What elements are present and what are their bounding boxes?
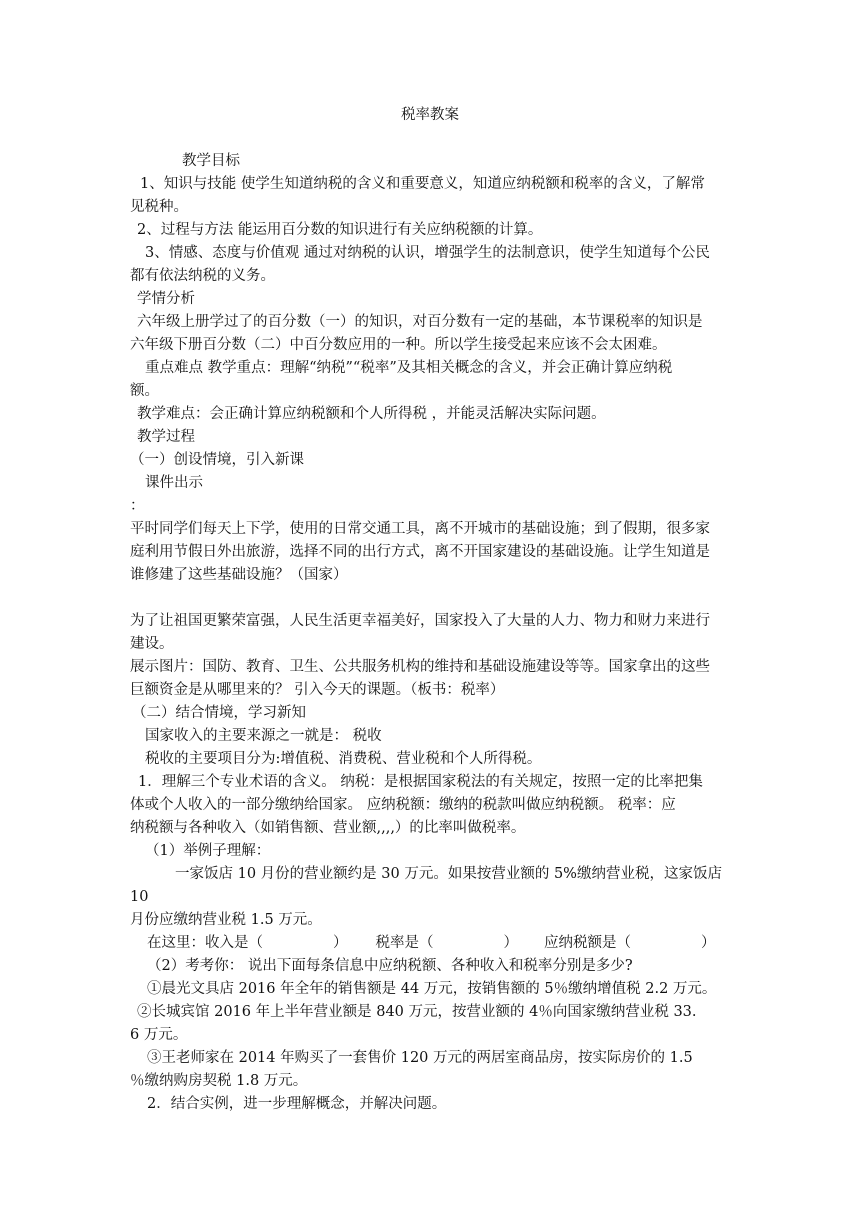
blank-close: ） <box>333 935 348 951</box>
fill-blank-line <box>147 932 716 954</box>
paragraph-line: 六年级下册百分数（二）中百分数应用的一种。所以学生接受起来应该不会太困难。 <box>130 337 667 353</box>
paragraph-line: 为了让祖国更繁荣富强，人民生活更幸福美好，国家投入了大量的人力、物力和财力来进行 <box>130 613 710 629</box>
paragraph-line: 教学难点：会正确计算应纳税额和个人所得税 ，并能灵活解决实际问题。 <box>137 406 606 422</box>
blank-label-tax: 应纳税额是（ <box>544 935 631 951</box>
paragraph-line: 课件出示 <box>145 475 203 491</box>
blank-close: ） <box>503 935 518 951</box>
paragraph-line: （一）创设情境，引入新课 <box>130 452 304 468</box>
paragraph-line: 巨额资金是从哪里来的？ 引入今天的课题。（板书：税率） <box>130 682 505 698</box>
paragraph-line: 谁修建了这些基础设施？（国家） <box>130 567 348 583</box>
paragraph-line: 见税种。 <box>130 199 188 215</box>
paragraph-line: 月份应缴纳营业税 1.5 万元。 <box>130 912 322 928</box>
paragraph-line: 1、知识与技能 使学生知道纳税的含义和重要意义，知道应纳税额和税率的含义，了解常 <box>140 176 705 192</box>
heading-teaching-goals: 教学目标 <box>182 153 240 169</box>
paragraph-line: 六年级上册学过了的百分数（一）的知识，对百分数有一定的基础，本节课税率的知识是 <box>137 314 703 330</box>
paragraph-line: 重点难点 教学重点：理解“纳税”“税率”及其相关概念的含义，并会正确计算应纳税 <box>145 360 673 376</box>
paragraph-line: 2、过程与方法 能运用百分数的知识进行有关应纳税额的计算。 <box>137 222 543 238</box>
paragraph-line: 庭利用节假日外出旅游，选择不同的出行方式，离不开国家建设的基础设施。让学生知道是 <box>130 544 710 560</box>
paragraph-line: 纳税额与各种收入（如销售额、营业额,,,,）的比率叫做税率。 <box>130 820 526 836</box>
paragraph-line: 2．结合实例，进一步理解概念，并解决问题。 <box>147 1096 447 1112</box>
paragraph-line: 一家饭店 10 月份的营业额约是 30 万元。如果按营业额的 5%缴纳营业税，这家饭店 <box>175 866 722 882</box>
paragraph-line: 建设。 <box>130 636 174 652</box>
paragraph-line: （2）考考你： 说出下面每条信息中应纳税额、各种收入和税率分别是多少? <box>147 958 633 974</box>
paragraph-line: 6 万元。 <box>130 1027 188 1043</box>
paragraph-line: 1．理解三个专业术语的含义。 纳税：是根据国家税法的有关规定，按照一定的比率把集 <box>138 774 703 790</box>
paragraph-line: ②长城宾馆 2016 年上半年营业额是 840 万元，按营业额的 4％向国家缴纳营业税 33. <box>137 1004 697 1020</box>
paragraph-line: 额。 <box>130 383 159 399</box>
blank-label-income: 在这里：收入是（ <box>147 935 263 951</box>
paragraph-line: 3、情感、态度与价值观 通过对纳税的认识，增强学生的法制意识，使学生知道每个公民 <box>145 245 710 261</box>
paragraph-line: 国家收入的主要来源之一就是： 税收 <box>145 728 382 744</box>
document-title: 税率教案 <box>401 107 459 123</box>
paragraph-line: ％缴纳购房契税 1.8 万元。 <box>130 1073 308 1089</box>
paragraph-line: （二）结合情境，学习新知 <box>132 705 306 721</box>
paragraph-line: 体或个人收入的一部分缴纳给国家。 应纳税额：缴纳的税款叫做应纳税额。 税率：应 <box>130 797 676 813</box>
heading-student-analysis: 学情分析 <box>137 291 195 307</box>
paragraph-line: 都有依法纳税的义务。 <box>130 268 275 284</box>
blank-label-rate: 税率是（ <box>375 935 434 951</box>
paragraph-line: ： <box>130 498 145 514</box>
paragraph-line: 展示图片：国防、教育、卫生、公共服务机构的维持和基础设施建设等等。国家拿出的这些 <box>130 659 710 675</box>
paragraph-line: ①晨光文具店 2016 年全年的销售额是 44 万元，按销售额的 5％缴纳增值税 2.2 万元。 <box>147 981 717 997</box>
paragraph-line: 平时同学们每天上下学，使用的日常交通工具，离不开城市的基础设施；到了假期，很多家 <box>130 521 710 537</box>
paragraph-line: ③王老师家在 2014 年购买了一套售价 120 万元的两居室商品房，按实际房价的 1.5 <box>147 1050 693 1066</box>
paragraph-line: 10 <box>130 889 149 905</box>
heading-teaching-process: 教学过程 <box>137 429 195 445</box>
paragraph-line: 税收的主要项目分为:增值税、消费税、营业税和个人所得税。 <box>145 751 542 767</box>
blank-close: ） <box>701 935 716 951</box>
paragraph-line: （1）举例子理解： <box>145 843 271 859</box>
